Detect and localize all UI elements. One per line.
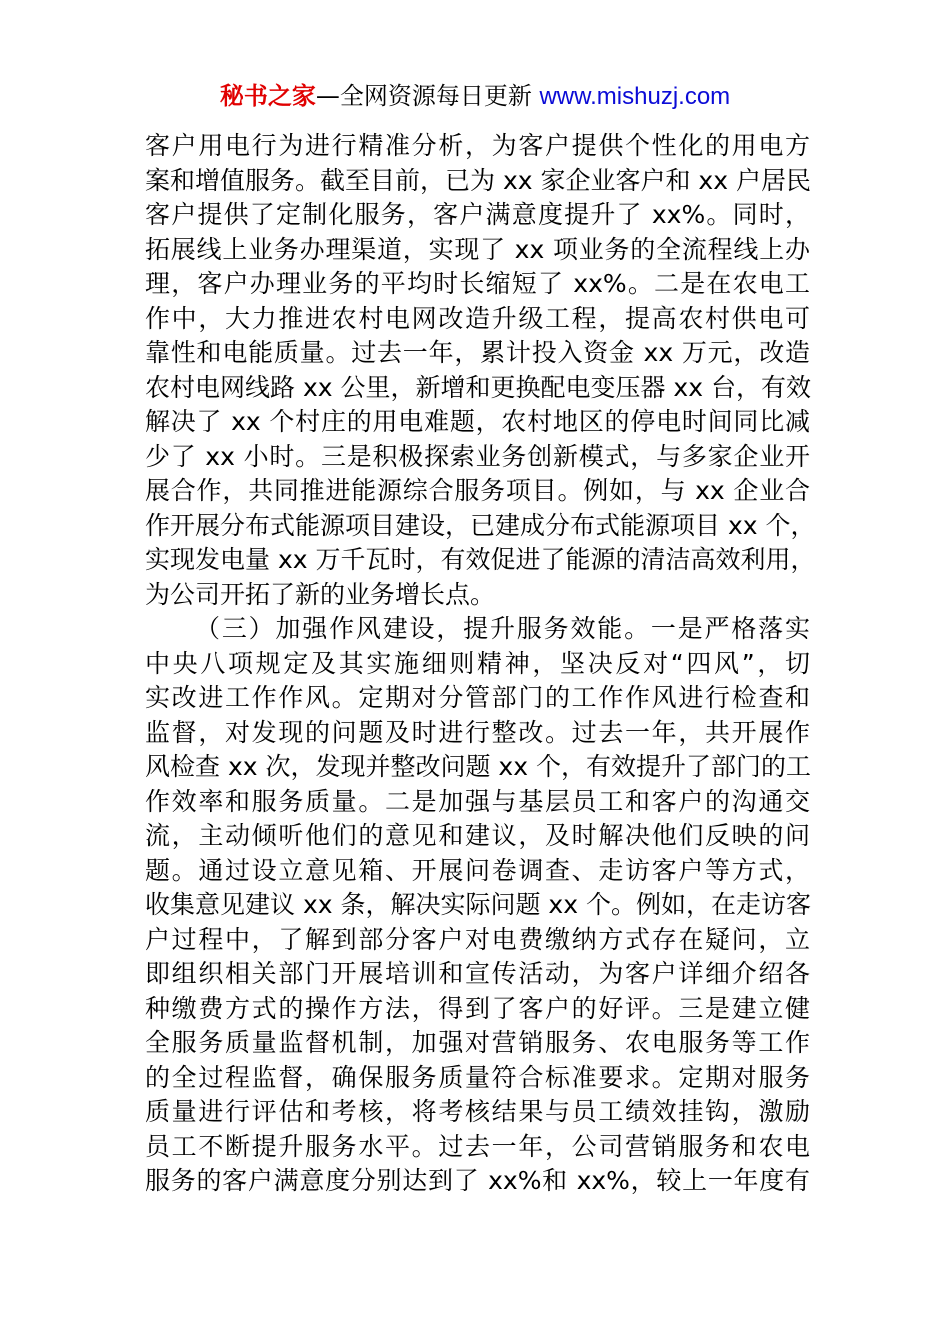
text-line: 流，主动倾听他们的意见和建议，及时解决他们反映的问 <box>145 821 810 850</box>
text-line: 理，客户办理业务的平均时长缩短了 xx%。二是在农电工 <box>145 269 810 298</box>
site-url-link[interactable]: www.mishuzj.com <box>539 83 731 110</box>
section-heading-line: （三）加强作风建设，提升服务效能。一是严格落实 <box>195 614 810 643</box>
text-line: 户过程中，了解到部分客户对电费缴纳方式存在疑问，立 <box>145 924 810 954</box>
text-line: 监督，对发现的问题及时进行整改。过去一年，共开展作 <box>145 717 810 747</box>
text-line: 客户提供了定制化服务，客户满意度提升了 xx%。同时， <box>145 200 810 229</box>
text-line: 作效率和服务质量。二是加强与基层员工和客户的沟通交 <box>145 786 810 816</box>
document-body <box>145 129 816 1199</box>
brand-name: 秘书之家 <box>219 82 316 110</box>
paragraph <box>145 612 810 1199</box>
text-line: 作开展分布式能源项目建设，已建成分布式能源项目 xx 个， <box>145 510 816 540</box>
text-line: 靠性和电能质量。过去一年，累计投入资金 xx 万元，改造 <box>145 338 810 367</box>
text-line: 案和增值服务。截至目前，已为 xx 家企业客户和 xx 户居民 <box>145 165 811 195</box>
text-line: 客户用电行为进行精准分析，为客户提供个性化的用电方 <box>145 131 810 160</box>
text-line: 少了 xx 小时。三是积极探索业务创新模式，与多家企业开 <box>145 441 810 471</box>
site-header <box>0 80 950 113</box>
header-tagline: —全网资源每日更新 <box>315 82 540 110</box>
text-line: 的全过程监督，确保服务质量符合标准要求。定期对服务 <box>145 1062 810 1092</box>
text-line: 题。通过设立意见箱、开展问卷调查、走访客户等方式， <box>145 855 810 885</box>
text-line: 风检查 xx 次，发现并整改问题 xx 个，有效提升了部门的工 <box>145 752 811 781</box>
text-line: 为公司开拓了新的业务增长点。 <box>145 579 496 609</box>
text-line: 收集意见建议 xx 条，解决实际问题 xx 个。例如，在走访客 <box>145 890 811 919</box>
text-line: 实现发电量 xx 万千瓦时，有效促进了能源的清洁高效利用， <box>145 545 816 574</box>
paragraph <box>145 129 816 612</box>
text-line: 质量进行评估和考核，将考核结果与员工绩效挂钩，激励 <box>145 1097 810 1126</box>
text-line: 实改进工作作风。定期对分管部门的工作作风进行检查和 <box>145 683 810 712</box>
text-line: 解决了 xx 个村庄的用电难题，农村地区的停电时间同比减 <box>145 407 810 436</box>
text-line: 展合作，共同推进能源综合服务项目。例如，与 xx 企业合 <box>145 476 810 505</box>
text-line: 拓展线上业务办理渠道，实现了 xx 项业务的全流程线上办 <box>145 234 810 264</box>
text-line: 种缴费方式的操作方法，得到了客户的好评。三是建立健 <box>145 993 810 1023</box>
text-line: 全服务质量监督机制，加强对营销服务、农电服务等工作 <box>145 1028 810 1057</box>
text-line: 作中，大力推进农村电网改造升级工程，提高农村供电可 <box>145 303 810 333</box>
text-line: 服务的客户满意度分别达到了 xx%和 xx%，较上一年度有 <box>145 1166 810 1195</box>
text-line: 中央八项规定及其实施细则精神，坚决反对“四风”，切 <box>145 648 810 678</box>
text-line: 农村电网线路 xx 公里，新增和更换配电变压器 xx 台，有效 <box>145 372 811 402</box>
text-line: 即组织相关部门开展培训和宣传活动，为客户详细介绍各 <box>145 959 810 988</box>
text-line: 员工不断提升服务水平。过去一年，公司营销服务和农电 <box>145 1131 810 1161</box>
